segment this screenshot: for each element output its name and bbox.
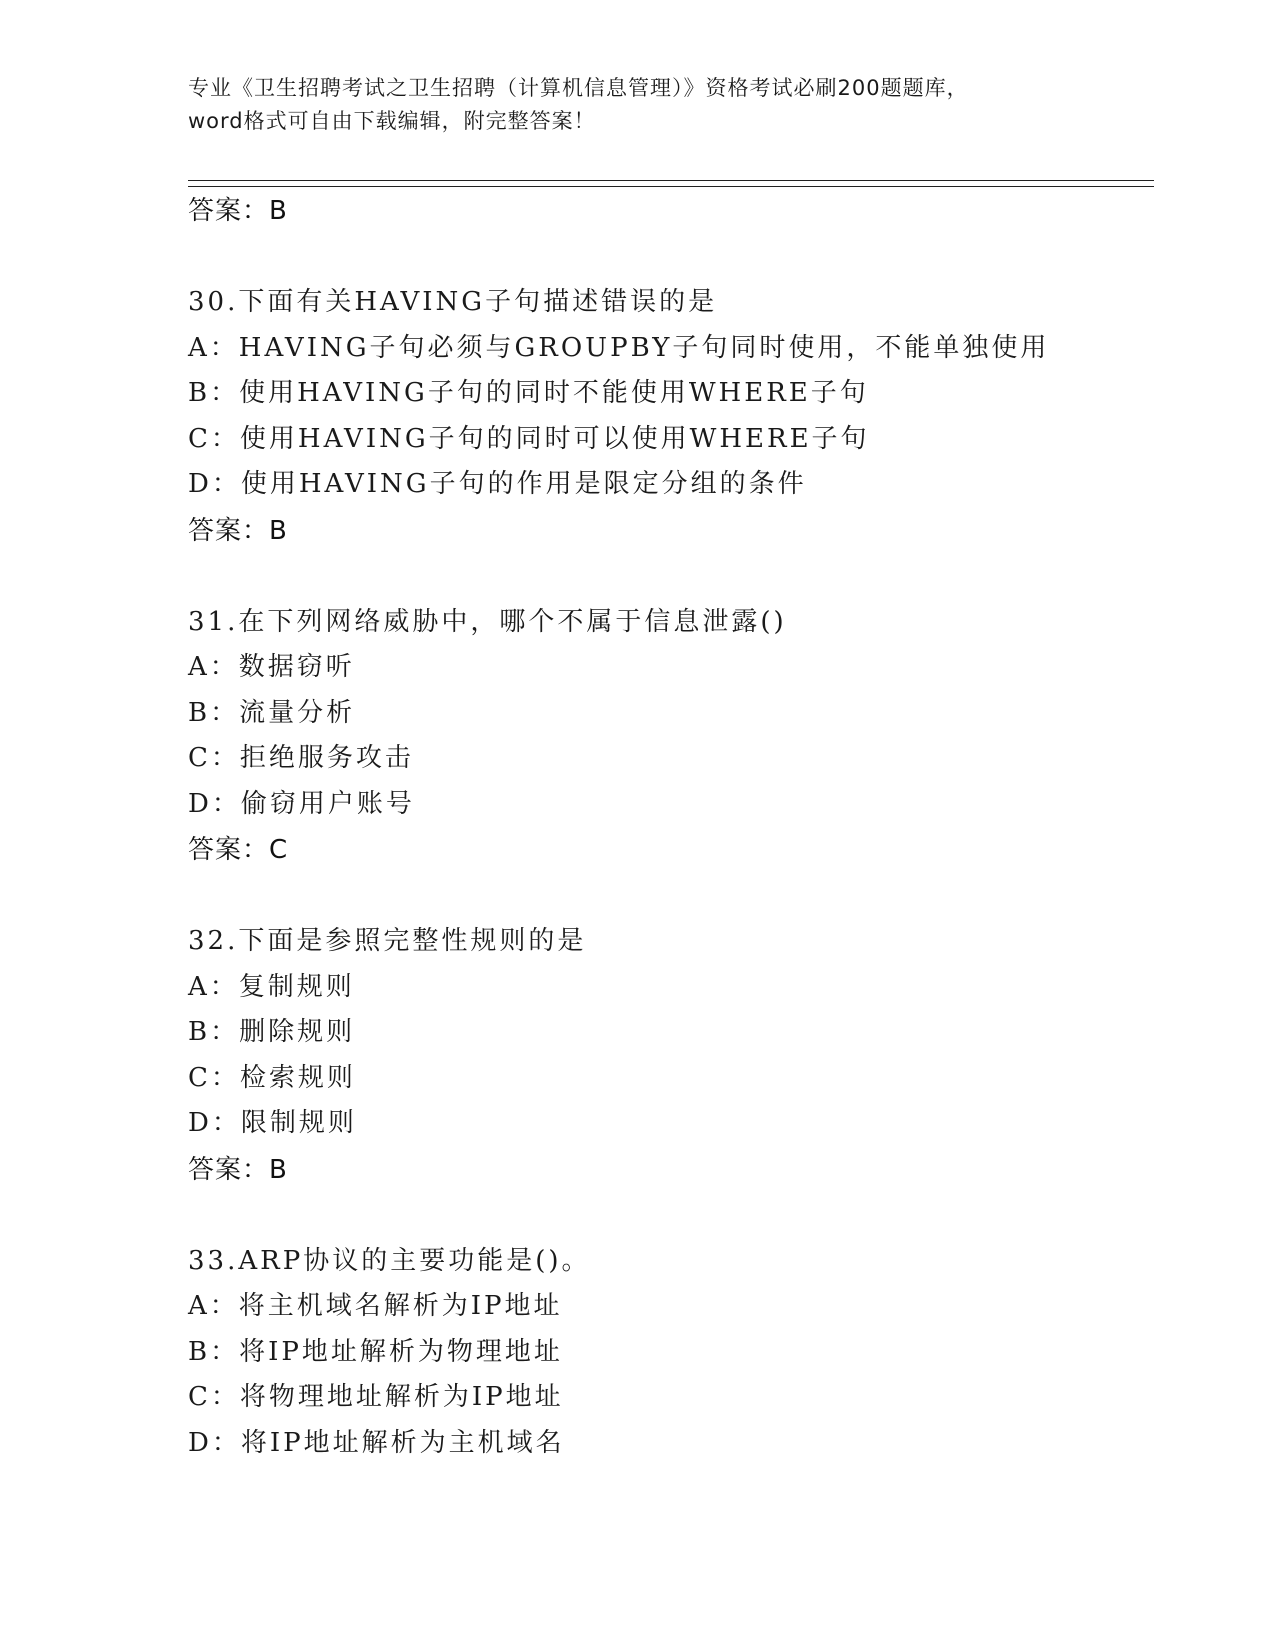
question-stem: 32.下面是参照完整性规则的是: [188, 926, 587, 956]
option-b: B：将IP地址解析为物理地址: [188, 1336, 563, 1367]
question-stem: 31.在下列网络威胁中，哪个不属于信息泄露(): [188, 606, 787, 637]
option-d: D：偷窃用户账号: [188, 788, 415, 819]
option-c: C：拒绝服务攻击: [188, 743, 414, 773]
option-b: B：流量分析: [188, 697, 356, 728]
option-d: D：将IP地址解析为主机域名: [188, 1427, 565, 1458]
option-b: B：删除规则: [188, 1017, 356, 1047]
document-header: [188, 72, 1088, 138]
option-a: A：数据窃听: [188, 652, 355, 682]
question-stem: 33.ARP协议的主要功能是()。: [188, 1245, 591, 1276]
question-block-31: [188, 600, 1168, 874]
option-c: C：使用HAVING子句的同时可以使用WHERE子句: [188, 423, 870, 454]
option-a: A：HAVING子句必须与GROUPBY子句同时使用，不能单独使用: [188, 332, 1050, 363]
option-c: C：将物理地址解析为IP地址: [188, 1382, 564, 1412]
header-double-rule: [188, 180, 1154, 187]
question-block-32: [188, 919, 1168, 1193]
spacer: [188, 554, 1168, 600]
question-list: [188, 188, 1168, 1466]
spacer: [188, 1193, 1168, 1239]
spacer: [188, 234, 1168, 280]
answer-line: 答案：B: [188, 515, 288, 546]
option-d: D：限制规则: [188, 1108, 357, 1138]
option-c: C：检索规则: [188, 1062, 356, 1093]
answer-line: 答案：C: [188, 835, 289, 865]
option-a: A：将主机域名解析为IP地址: [188, 1291, 563, 1321]
header-line-1: 专业《卫生招聘考试之卫生招聘（计算机信息管理）》资格考试必刷200题题库，: [188, 76, 969, 100]
option-d: D：使用HAVING子句的作用是限定分组的条件: [188, 469, 807, 499]
question-block-30: [188, 280, 1168, 554]
option-b: B：使用HAVING子句的同时不能使用WHERE子句: [188, 378, 869, 408]
question-block-33: [188, 1239, 1168, 1467]
answer-line: 答案：B: [188, 196, 288, 226]
question-stem: 30.下面有关HAVING子句描述错误的是: [188, 287, 718, 317]
option-a: A：复制规则: [188, 971, 355, 1002]
answer-line: 答案：B: [188, 1154, 288, 1185]
header-line-2: word格式可自由下载编辑，附完整答案！: [188, 109, 596, 133]
spacer: [188, 873, 1168, 919]
